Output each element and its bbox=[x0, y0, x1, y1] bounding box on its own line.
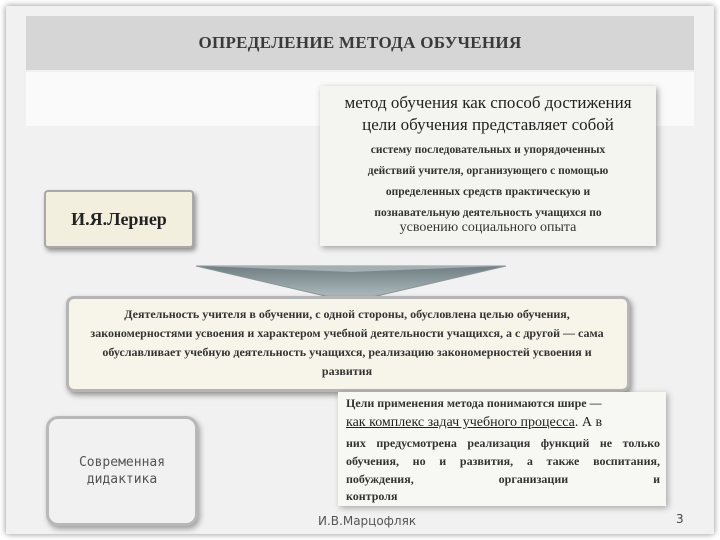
goals-body: них предусмотрена реализация функций не только обучения, но и развития, а также воспитания, побуждения, организации и bbox=[346, 436, 660, 486]
slide-title: ОПРЕДЕЛЕНИЕ МЕТОДА ОБУЧЕНИЯ bbox=[198, 33, 522, 52]
definition-detail-line: познавательную деятельность учащихся по bbox=[374, 207, 602, 219]
definition-detail-line: систему последовательных и упорядоченных bbox=[370, 144, 606, 156]
goals-last-line: контроля bbox=[346, 489, 398, 503]
definition-line-2: цели обучения представляет собой bbox=[362, 115, 614, 134]
goals-line-2 bbox=[346, 414, 660, 432]
goals-line-2-suffix: . А в bbox=[574, 415, 603, 430]
goals-highlight: как комплекс задач учебного процесса bbox=[346, 415, 575, 430]
definition-detail-line: определенных средств практическую и bbox=[385, 186, 591, 198]
definition-box bbox=[320, 86, 656, 246]
footer-author: И.В.Марцофляк bbox=[318, 514, 417, 528]
goals-line-1: Цели применения метода понимаются шире — bbox=[346, 396, 602, 410]
didaktika-box bbox=[46, 416, 198, 526]
didaktika-line-1: Современная bbox=[78, 455, 166, 470]
teacher-activity-text: Деятельность учителя в обучении, с одной стороны, обусловлена целью обучения, закономерностями усвоения и характером учебной деятельности учащихся, а с другой — сама обуславливает учебную деятельность учащихся, реализацию закономерностей усвоения и развития bbox=[90, 307, 604, 378]
definition-details bbox=[330, 140, 646, 224]
definition-line-1: метод обучения как способ достижения bbox=[344, 93, 632, 112]
page-number: 3 bbox=[676, 512, 684, 526]
author-label: И.Я.Лернер bbox=[71, 208, 167, 229]
didaktika-line-2: дидактика bbox=[86, 472, 158, 487]
goals-box bbox=[338, 392, 666, 506]
definition-last-line: усвоению социального опыта bbox=[399, 220, 577, 235]
definition-detail-line: действий учителя, организующего с помощью bbox=[367, 165, 609, 177]
slide bbox=[6, 6, 714, 534]
author-box bbox=[44, 190, 194, 248]
teacher-activity-box bbox=[66, 296, 630, 392]
title-bar bbox=[26, 16, 694, 70]
